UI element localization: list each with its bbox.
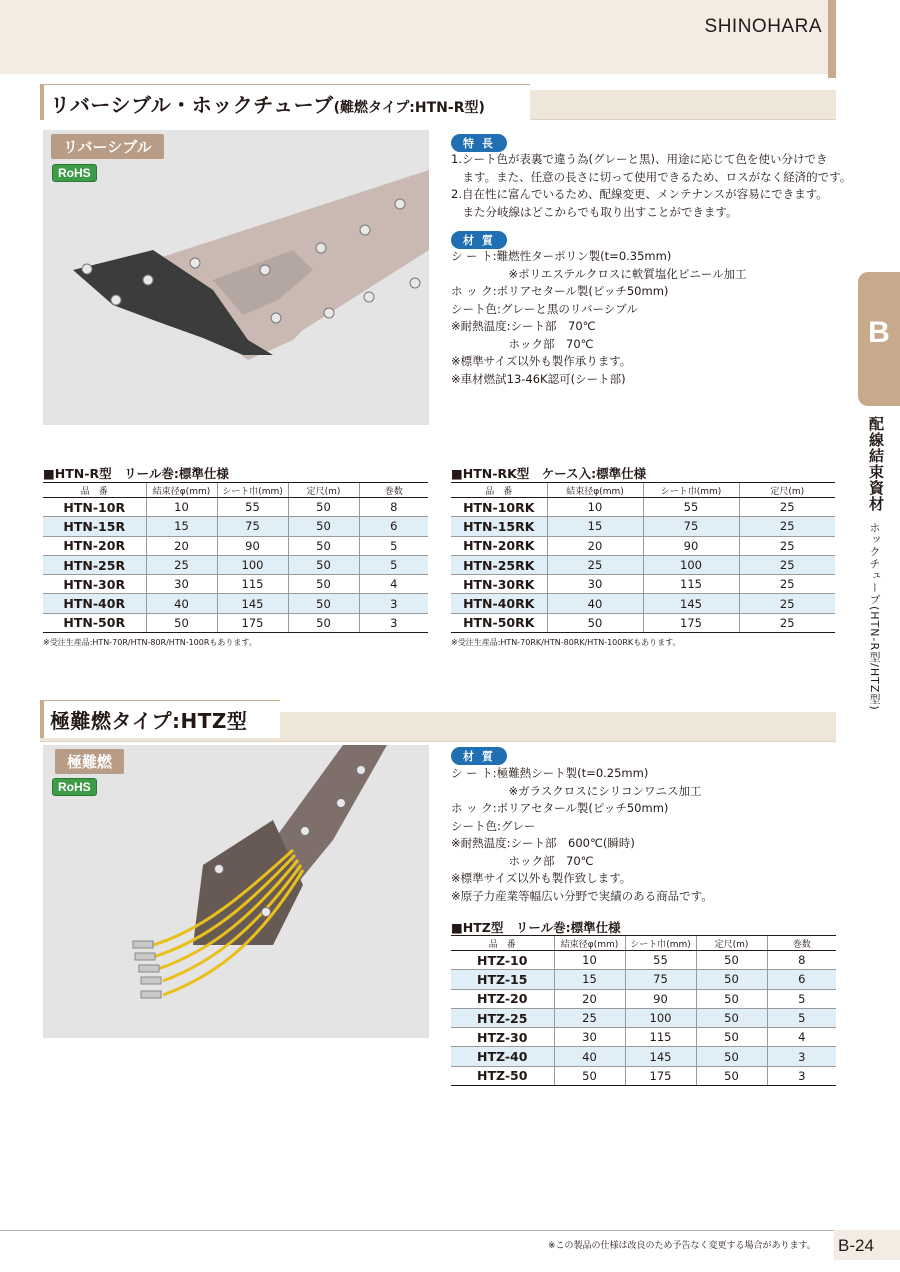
table-cell: 50 [696, 989, 767, 1008]
htn-rk-spec-table [451, 482, 835, 633]
table-row [451, 989, 836, 1008]
table-header-row [451, 483, 835, 498]
table-cell: 6 [767, 970, 836, 989]
htz-table-title: ■HTZ型 リール巻:標準仕様 [451, 920, 621, 935]
column-header: シート巾(mm) [625, 936, 696, 951]
table-cell: 75 [217, 517, 288, 536]
table-cell: 8 [359, 498, 428, 517]
column-header: 結束径φ(mm) [554, 936, 625, 951]
page-number: B-24 [834, 1230, 900, 1260]
material-label: 材 質 [451, 231, 507, 249]
htz-spec-table [451, 935, 836, 1086]
table-cell: HTN-50R [43, 613, 146, 632]
table-cell: 5 [359, 555, 428, 574]
table-cell: 50 [288, 498, 359, 517]
table-cell: 50 [696, 1047, 767, 1066]
table-cell: 175 [625, 1066, 696, 1085]
column-header: 品 番 [451, 936, 554, 951]
section1-title-sub: (難燃タイプ:HTN-R型) [333, 100, 485, 116]
reversible-tag: リバーシブル [51, 134, 164, 159]
table-row [451, 1008, 836, 1027]
table-cell: 30 [146, 575, 217, 594]
header-accent-rule [828, 0, 836, 78]
table-cell: HTZ-50 [451, 1066, 554, 1085]
chapter-tab [858, 272, 900, 406]
chapter-letter: B [868, 316, 890, 349]
table-cell: 40 [547, 594, 643, 613]
table-cell: HTN-40RK [451, 594, 547, 613]
table-cell: HTN-10RK [451, 498, 547, 517]
table-cell: HTZ-20 [451, 989, 554, 1008]
table-cell: 30 [554, 1028, 625, 1047]
htz-hook-tube-photo [43, 745, 429, 1038]
table-cell: 50 [288, 517, 359, 536]
htn-rk-note: ※受注生産品:HTN-70RK/HTN-80RK/HTN-100RKもあります。 [451, 638, 681, 647]
table-cell: 115 [643, 575, 739, 594]
table-cell: 15 [547, 517, 643, 536]
table-cell: 50 [554, 1066, 625, 1085]
htn-r-spec-table [43, 482, 428, 633]
column-header: 品 番 [451, 483, 547, 498]
column-header: シート巾(mm) [643, 483, 739, 498]
column-header: 巻数 [359, 483, 428, 498]
table-cell: 100 [625, 1008, 696, 1027]
table-header-row [451, 936, 836, 951]
table-cell: 8 [767, 951, 836, 970]
column-header: 定尺(m) [288, 483, 359, 498]
table-cell: 10 [547, 498, 643, 517]
table-cell: 25 [739, 575, 835, 594]
table-cell: HTN-25RK [451, 555, 547, 574]
table-cell: 50 [288, 555, 359, 574]
table-cell: 50 [146, 613, 217, 632]
features-text: 1.シート色が表裏で違う為(グレーと黒)、用途に応じて色を使い分けでき ます。また、任意の長さに切って使用できるため、ロスがなく経済的です。 2.自在性に富んでいるため、配線変更、メンテナンスが容易にできます。 また分岐線はどこからでも取り出すことができます。 [451, 152, 852, 219]
table-cell: 100 [217, 555, 288, 574]
table-cell: 50 [288, 536, 359, 555]
table-cell: 145 [643, 594, 739, 613]
table-row [451, 1028, 836, 1047]
table-cell: HTN-15RK [451, 517, 547, 536]
section2-title [40, 700, 280, 738]
table-cell: 90 [217, 536, 288, 555]
table-cell: 20 [146, 536, 217, 555]
htn-r-table-title: ■HTN-R型 リール巻:標準仕様 [43, 466, 229, 481]
table-cell: 50 [547, 613, 643, 632]
table-cell: 75 [625, 970, 696, 989]
table-cell: 50 [696, 970, 767, 989]
table-cell: HTZ-25 [451, 1008, 554, 1027]
table-cell: 145 [625, 1047, 696, 1066]
htn-r-note: ※受注生産品:HTN-70R/HTN-80R/HTN-100Rもあります。 [43, 638, 257, 647]
table-cell: HTN-10R [43, 498, 146, 517]
table-cell: 115 [217, 575, 288, 594]
table-cell: 25 [739, 498, 835, 517]
table-cell: 175 [643, 613, 739, 632]
table-cell: 25 [554, 1008, 625, 1027]
table-cell: 175 [217, 613, 288, 632]
section1-title [40, 84, 530, 120]
section1-title-main: リバーシブル・ホックチューブ [50, 93, 334, 117]
table-row [43, 536, 428, 555]
footer-rule [0, 1230, 834, 1231]
table-cell: 10 [146, 498, 217, 517]
table-cell: 6 [359, 517, 428, 536]
table-cell: 10 [554, 951, 625, 970]
table-cell: HTN-15R [43, 517, 146, 536]
table-row [451, 555, 835, 574]
table-cell: 15 [146, 517, 217, 536]
table-cell: 4 [767, 1028, 836, 1047]
flame-retardant-tag: 極難燃 [55, 749, 124, 774]
table-row [43, 498, 428, 517]
table-cell: 100 [643, 555, 739, 574]
table-cell: 5 [767, 989, 836, 1008]
table-cell: HTN-40R [43, 594, 146, 613]
table-row [451, 498, 835, 517]
column-header: 定尺(m) [739, 483, 835, 498]
table-cell: 75 [643, 517, 739, 536]
table-cell: HTN-20RK [451, 536, 547, 555]
table-cell: 25 [739, 613, 835, 632]
features-label: 特 長 [451, 134, 507, 152]
table-cell: 30 [547, 575, 643, 594]
table-cell: 55 [625, 951, 696, 970]
table-row [451, 951, 836, 970]
table-cell: HTN-30R [43, 575, 146, 594]
column-header: シート巾(mm) [217, 483, 288, 498]
table-cell: 40 [146, 594, 217, 613]
table-cell: HTZ-30 [451, 1028, 554, 1047]
table-cell: 50 [696, 1028, 767, 1047]
column-header: 結束径φ(mm) [547, 483, 643, 498]
table-header-row [43, 483, 428, 498]
htz-tube-illustration [43, 745, 429, 1038]
table-cell: 25 [739, 517, 835, 536]
footer-note: ※この製品の仕様は改良のため予告なく変更する場合があります。 [548, 1241, 816, 1251]
section2-title-main: 極難燃タイプ:HTZ型 [50, 709, 248, 733]
htn-rk-table-title: ■HTN-RK型 ケース入:標準仕様 [451, 466, 647, 481]
table-row [451, 575, 835, 594]
table-row [43, 594, 428, 613]
table-row [451, 613, 835, 632]
reversible-tube-illustration [43, 130, 429, 425]
table-row [451, 517, 835, 536]
material-text: シ ー ト:難燃性ターポリン製(t=0.35mm) ※ポリエステルクロスに軟質塩化ビニール加工 ホ ッ ク:ポリアセタール製(ピッチ50mm) シート色:グレーと黒のリバーシブル ※耐熱温度:シート部 70℃ ホック部 70℃ ※標準サイズ以外も製作承ります。 ※車材燃試13-46K認可(シート部) [451, 249, 747, 386]
table-cell: 50 [288, 575, 359, 594]
table-cell: 50 [696, 1066, 767, 1085]
rohs-badge: RoHS [52, 778, 97, 796]
column-header: 定尺(m) [696, 936, 767, 951]
table-cell: 55 [217, 498, 288, 517]
table-cell: 20 [554, 989, 625, 1008]
column-header: 結束径φ(mm) [146, 483, 217, 498]
table-cell: 50 [288, 594, 359, 613]
category-label: 配線結束資材 [867, 416, 885, 512]
table-row [451, 536, 835, 555]
table-cell: 20 [547, 536, 643, 555]
table-cell: 55 [643, 498, 739, 517]
table-cell: 145 [217, 594, 288, 613]
subcategory-label: ホックチューブ(HTN-R型/HTZ型) [868, 522, 881, 711]
material-label: 材 質 [451, 747, 507, 765]
table-row [43, 613, 428, 632]
table-cell: 5 [767, 1008, 836, 1027]
table-cell: 3 [359, 613, 428, 632]
table-cell: HTN-20R [43, 536, 146, 555]
table-cell: 4 [359, 575, 428, 594]
table-cell: 3 [767, 1047, 836, 1066]
table-cell: 25 [739, 594, 835, 613]
table-cell: 25 [146, 555, 217, 574]
table-row [43, 517, 428, 536]
table-row [43, 555, 428, 574]
table-cell: 3 [359, 594, 428, 613]
table-cell: 50 [696, 1008, 767, 1027]
table-row [451, 1047, 836, 1066]
table-row [451, 594, 835, 613]
table-row [43, 575, 428, 594]
rohs-badge: RoHS [52, 164, 97, 182]
table-cell: 50 [288, 613, 359, 632]
table-cell: 25 [739, 555, 835, 574]
table-row [451, 1066, 836, 1085]
table-cell: HTN-50RK [451, 613, 547, 632]
table-cell: 5 [359, 536, 428, 555]
column-header: 品 番 [43, 483, 146, 498]
table-cell: HTN-25R [43, 555, 146, 574]
table-cell: 90 [643, 536, 739, 555]
material-text: シ ー ト:極難熱シート製(t=0.25mm) ※ガラスクロスにシリコンワニス加工 ホ ッ ク:ポリアセタール製(ピッチ50mm) シート色:グレー ※耐熱温度:シート部 600℃(瞬時) ホック部 70℃ ※標準サイズ以外も製作致します。 ※原子力産業等幅広い分野で実績のある商品です。 [451, 766, 713, 903]
table-cell: HTN-30RK [451, 575, 547, 594]
brand-name: SHINOHARA [704, 16, 822, 37]
table-cell: 115 [625, 1028, 696, 1047]
table-cell: 40 [554, 1047, 625, 1066]
table-cell: 90 [625, 989, 696, 1008]
table-cell: HTZ-10 [451, 951, 554, 970]
table-row [451, 970, 836, 989]
reversible-hook-tube-photo [43, 130, 429, 425]
table-cell: 3 [767, 1066, 836, 1085]
table-cell: HTZ-15 [451, 970, 554, 989]
table-cell: 25 [739, 536, 835, 555]
table-cell: 25 [547, 555, 643, 574]
table-cell: 50 [696, 951, 767, 970]
column-header: 巻数 [767, 936, 836, 951]
table-cell: 15 [554, 970, 625, 989]
table-cell: HTZ-40 [451, 1047, 554, 1066]
